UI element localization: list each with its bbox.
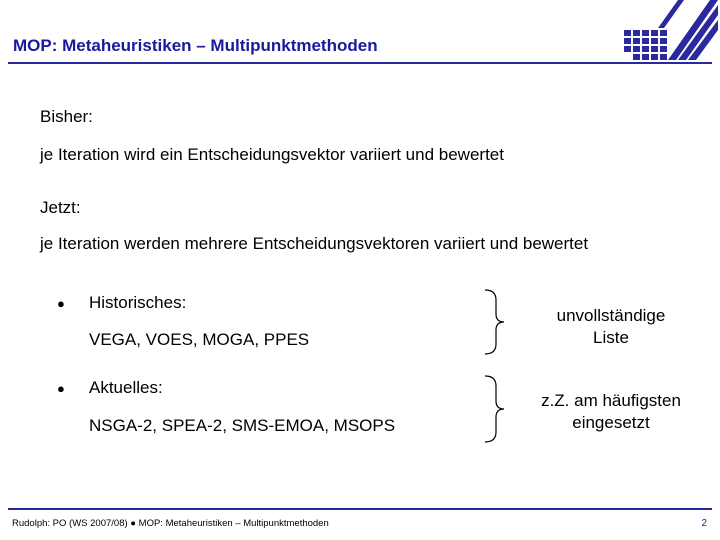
aktuelles-label: Aktuelles: bbox=[89, 378, 163, 397]
bullet-icon: ● bbox=[57, 381, 65, 396]
historisches-note-line2: Liste bbox=[593, 328, 629, 347]
historisches-note bbox=[526, 305, 696, 349]
aktuelles-items: NSGA-2, SPEA-2, SMS-EMOA, MSOPS bbox=[89, 416, 396, 435]
aktuelles-note-line2: eingesetzt bbox=[572, 413, 650, 432]
footer-divider bbox=[8, 508, 712, 510]
bullet-icon: ● bbox=[57, 296, 65, 311]
right-brace-icon bbox=[482, 374, 508, 444]
historisches-items: VEGA, VOES, MOGA, PPES bbox=[89, 330, 310, 349]
right-brace-icon bbox=[482, 288, 508, 356]
historisches-label: Historisches: bbox=[89, 293, 187, 312]
bisher-text: je Iteration wird ein Entscheidungsvektor variiert und bewertet bbox=[40, 145, 504, 164]
jetzt-text: je Iteration werden mehrere Entscheidungsvektoren variiert und bewertet bbox=[40, 234, 589, 253]
page-number: 2 bbox=[701, 518, 707, 529]
jetzt-heading: Jetzt: bbox=[40, 198, 81, 217]
historisches-note-line1: unvollständige bbox=[556, 306, 666, 325]
title-divider bbox=[8, 62, 712, 64]
slide-title: MOP: Metaheuristiken – Multipunktmethoden bbox=[13, 36, 378, 55]
aktuelles-note-line1: z.Z. am häufigsten bbox=[541, 391, 681, 410]
bisher-heading: Bisher: bbox=[40, 107, 93, 126]
aktuelles-note bbox=[526, 390, 696, 434]
footer-text: Rudolph: PO (WS 2007/08) ● MOP: Metaheuristiken – Multipunktmethoden bbox=[12, 518, 329, 529]
university-logo-icon bbox=[618, 0, 720, 66]
